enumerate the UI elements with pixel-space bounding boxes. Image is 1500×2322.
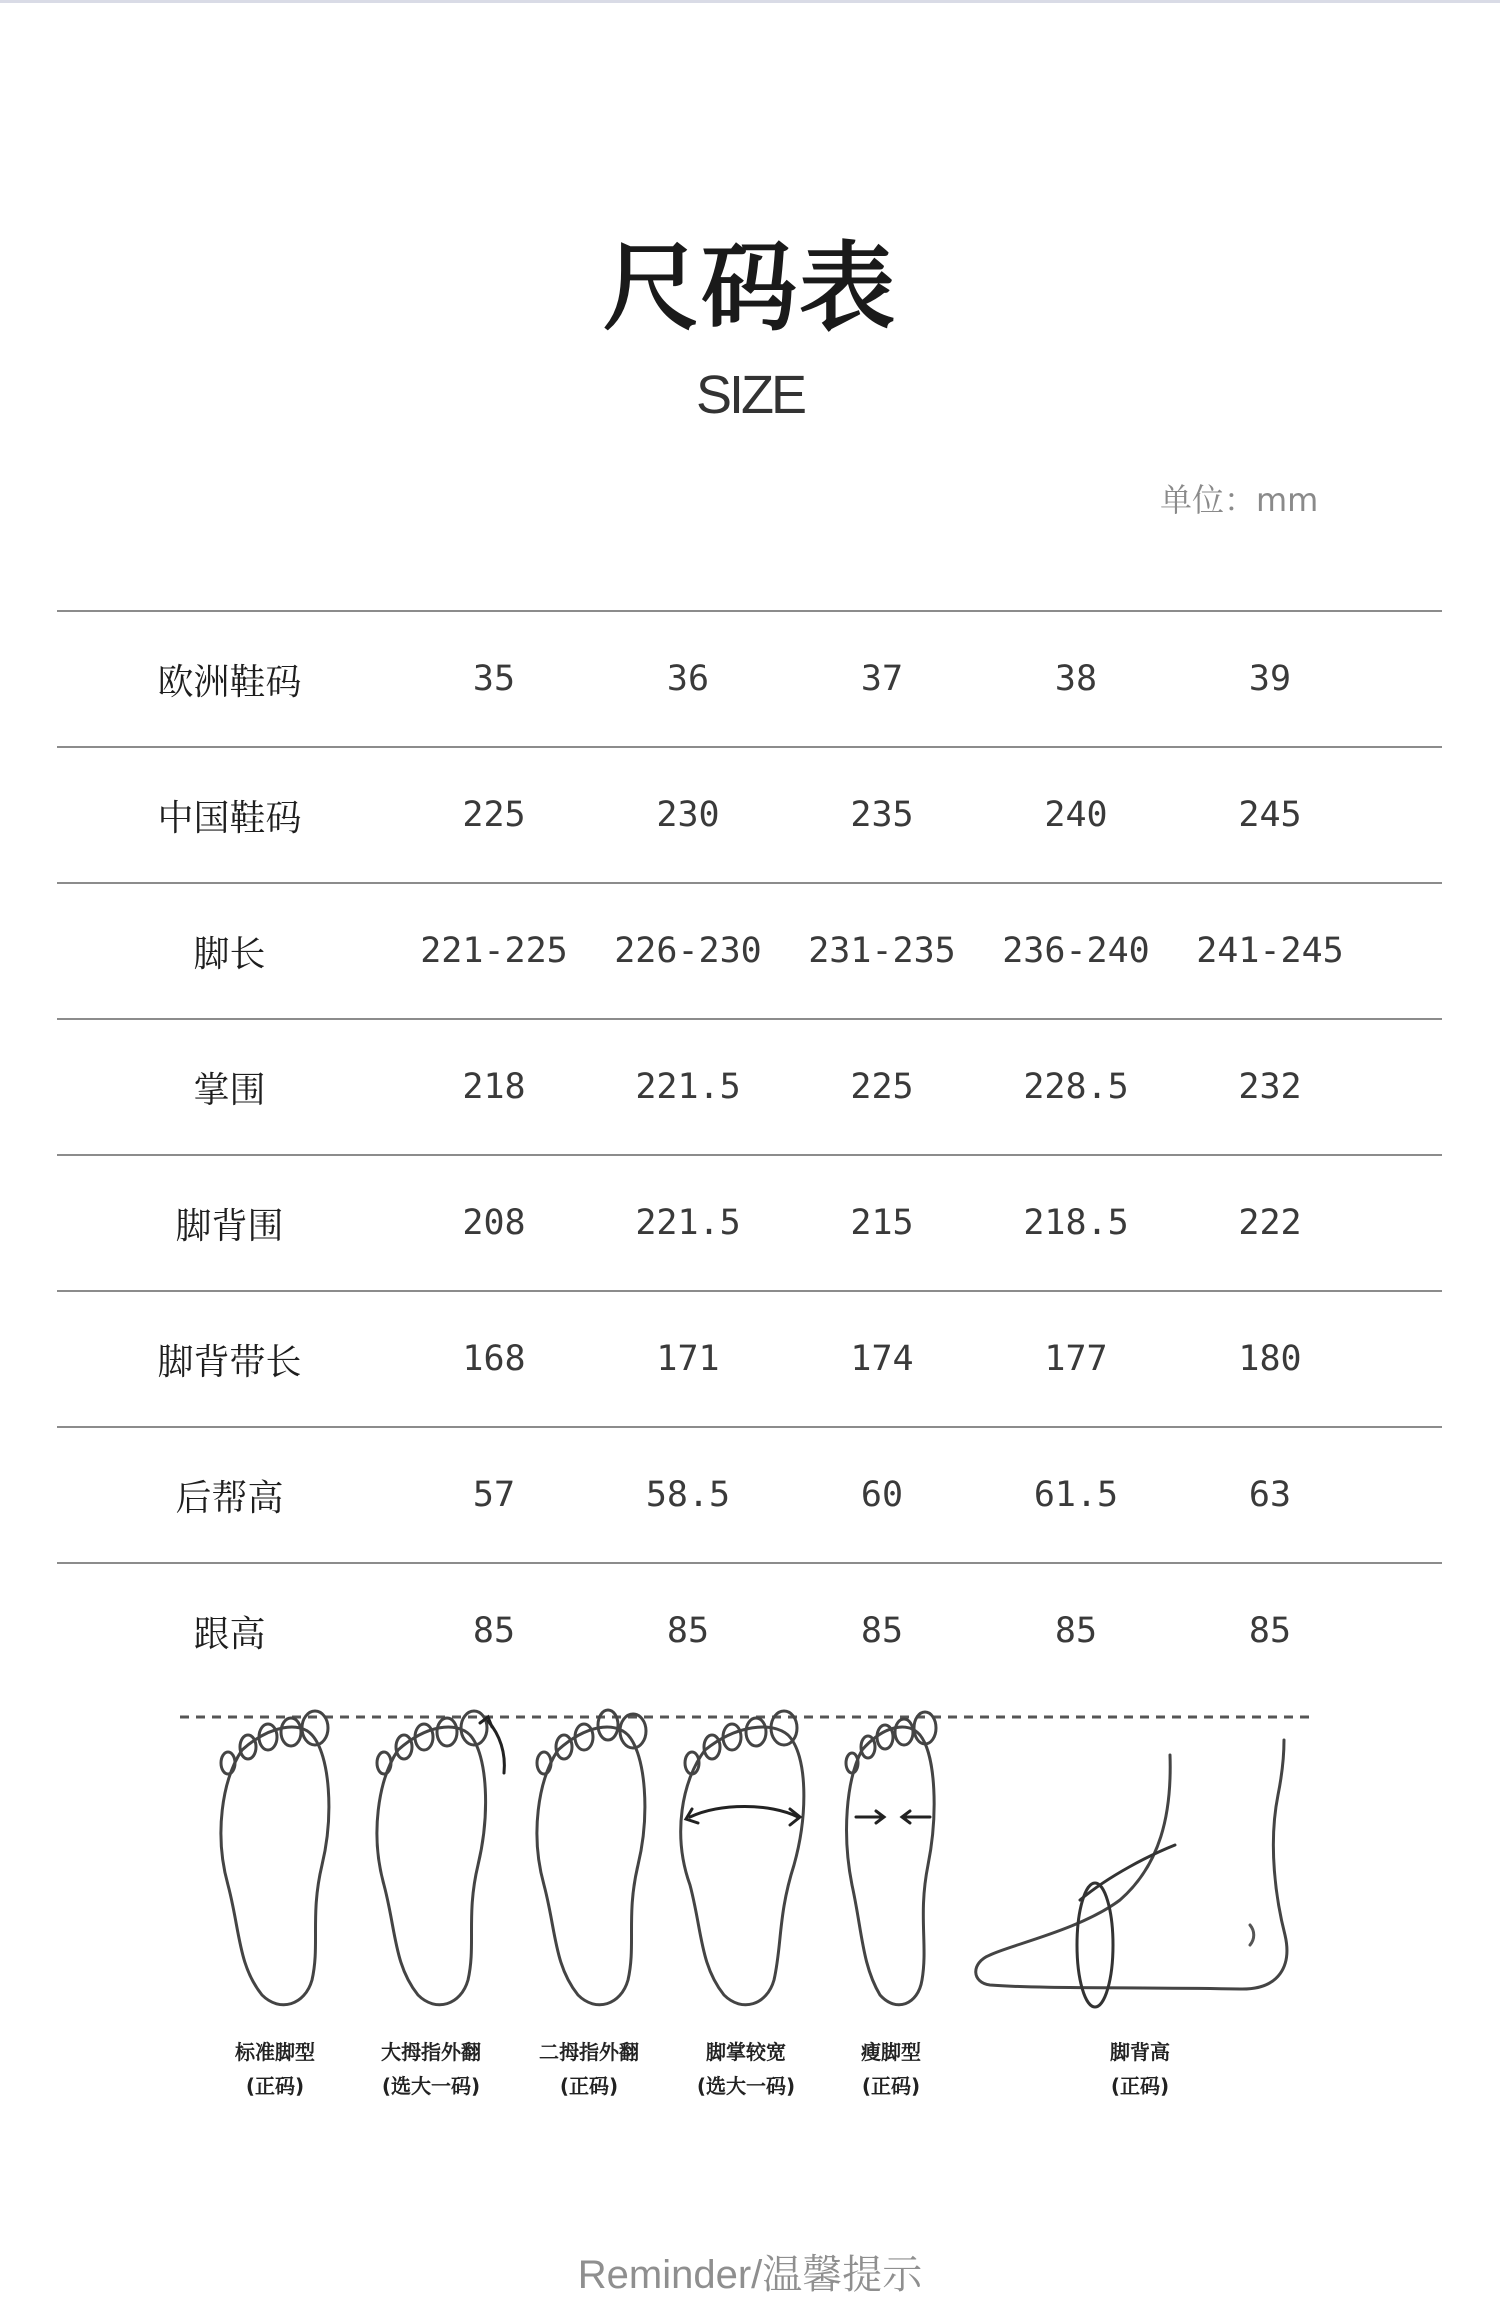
row-label: 后帮高 xyxy=(175,1477,284,1519)
foot-outline-icon xyxy=(681,1711,804,2005)
row-label: 中国鞋码 xyxy=(157,797,302,839)
table-row xyxy=(57,610,1442,746)
foot-outline-icon xyxy=(846,1712,936,2005)
table-cell: 230 xyxy=(656,795,720,835)
table-cell: 85 xyxy=(860,1611,904,1651)
table-cell: 38 xyxy=(1054,659,1098,699)
row-label: 掌围 xyxy=(193,1069,266,1111)
unit-label: 单位：mm xyxy=(1160,481,1319,519)
table-cell: 221-225 xyxy=(420,931,568,971)
table-row xyxy=(57,1562,1442,1698)
table-row xyxy=(57,882,1442,1018)
foot-type-caption xyxy=(1045,2035,1235,2103)
table-cell: 39 xyxy=(1248,659,1292,699)
table-row xyxy=(57,1018,1442,1154)
table-cell: 85 xyxy=(1248,1611,1292,1651)
table-cell: 171 xyxy=(656,1339,720,1379)
table-cell: 174 xyxy=(850,1339,914,1379)
table-cell: 58.5 xyxy=(645,1475,731,1515)
table-cell: 180 xyxy=(1238,1339,1302,1379)
foot-type-name: 大拇指外翻 xyxy=(381,2040,481,2064)
table-row xyxy=(57,1290,1442,1426)
foot-outline-icon xyxy=(537,1710,646,2005)
foot-type-advice: (正码) xyxy=(861,2074,921,2098)
table-cell: 61.5 xyxy=(1033,1475,1119,1515)
table-cell: 228.5 xyxy=(1023,1067,1129,1107)
foot-outline-icon xyxy=(221,1711,329,2005)
table-cell: 240 xyxy=(1044,795,1108,835)
table-row xyxy=(57,746,1442,882)
table-cell: 245 xyxy=(1238,795,1302,835)
table-row xyxy=(57,1154,1442,1290)
foot-outline-icon xyxy=(377,1711,504,2005)
table-cell: 57 xyxy=(472,1475,516,1515)
table-cell: 208 xyxy=(462,1203,526,1243)
foot-side-icon xyxy=(976,1740,1287,2007)
table-cell: 85 xyxy=(666,1611,710,1651)
table-cell: 241-245 xyxy=(1196,931,1344,971)
table-cell: 85 xyxy=(472,1611,516,1651)
table-cell: 168 xyxy=(462,1339,526,1379)
table-cell: 221.5 xyxy=(635,1067,741,1107)
table-cell: 221.5 xyxy=(635,1203,741,1243)
table-cell: 236-240 xyxy=(1002,931,1150,971)
foot-type-name: 二拇指外翻 xyxy=(539,2040,639,2064)
table-cell: 218 xyxy=(462,1067,526,1107)
foot-type-name: 脚背高 xyxy=(1110,2040,1170,2064)
table-cell: 60 xyxy=(860,1475,904,1515)
table-cell: 225 xyxy=(462,795,526,835)
table-cell: 37 xyxy=(860,659,904,699)
table-cell: 63 xyxy=(1248,1475,1292,1515)
table-cell: 177 xyxy=(1044,1339,1108,1379)
foot-type-advice: (正码) xyxy=(245,2074,305,2098)
table-cell: 222 xyxy=(1238,1203,1302,1243)
row-label: 脚长 xyxy=(193,933,266,975)
table-cell: 226-230 xyxy=(614,931,762,971)
foot-type-advice: (正码) xyxy=(559,2074,619,2098)
row-label: 脚背带长 xyxy=(157,1341,302,1383)
table-cell: 35 xyxy=(472,659,516,699)
table-row xyxy=(57,1426,1442,1562)
table-cell: 235 xyxy=(850,795,914,835)
row-label: 跟高 xyxy=(193,1613,266,1655)
table-cell: 231-235 xyxy=(808,931,956,971)
table-cell: 218.5 xyxy=(1023,1203,1129,1243)
foot-type-advice: (正码) xyxy=(1110,2074,1170,2098)
foot-type-advice: (选大一码) xyxy=(381,2074,481,2098)
table-cell: 85 xyxy=(1054,1611,1098,1651)
foot-type-name: 标准脚型 xyxy=(235,2040,315,2064)
table-cell: 225 xyxy=(850,1067,914,1107)
row-label: 欧洲鞋码 xyxy=(157,661,302,703)
foot-type-caption xyxy=(796,2035,986,2103)
table-cell: 215 xyxy=(850,1203,914,1243)
foot-type-name: 瘦脚型 xyxy=(861,2040,921,2064)
foot-drawings xyxy=(0,1695,1500,2025)
table-cell: 232 xyxy=(1238,1067,1302,1107)
foot-type-name: 脚掌较宽 xyxy=(706,2040,786,2064)
top-divider-strip xyxy=(0,0,1500,3)
table-cell: 36 xyxy=(666,659,710,699)
reminder-heading: Reminder/温馨提示 xyxy=(577,2253,923,2297)
size-table xyxy=(57,610,1442,1698)
row-label: 脚背围 xyxy=(175,1205,284,1247)
foot-type-illustration xyxy=(0,1695,1500,2115)
page-title: 尺码表 xyxy=(603,232,897,344)
foot-type-advice: (选大一码) xyxy=(696,2074,796,2098)
page-subtitle: SIZE xyxy=(695,365,805,425)
